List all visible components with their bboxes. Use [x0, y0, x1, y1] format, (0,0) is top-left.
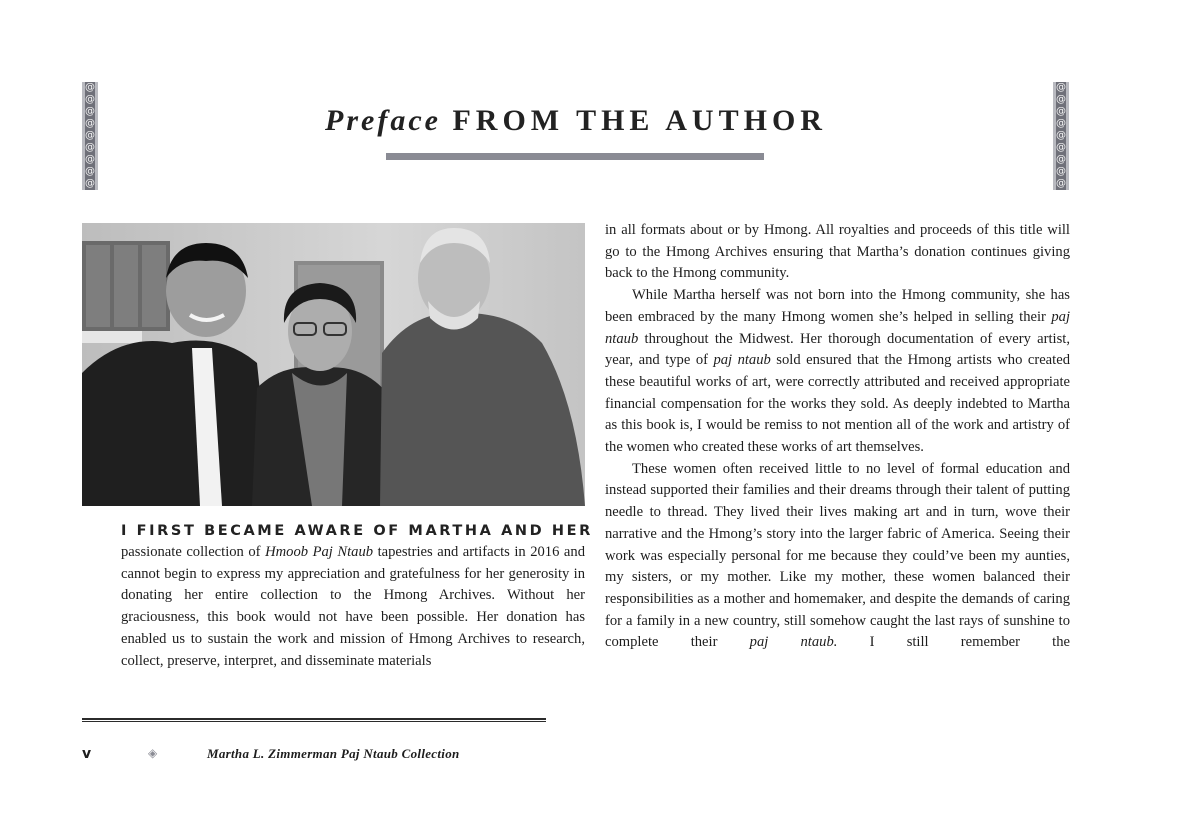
paragraph-3: [605, 459, 1070, 654]
paragraph-text: These women often received little to no level of formal education and instead supported their families and their dreams through their talent of putting needle to thread. They lived their lives making art and in turn, wove their narrative and the Hmong’s story into the larger fabric of America. Seeing their work was especially personal for me because they could’ve been my aunties, my sisters, or my mother. Like my mother, these women balanced their responsibilities as a mother and homemaker, and despite the demands of caring for a family in a new country, still somehow caught the last rays of sunshine to complete their: [605, 460, 1070, 651]
footer-rule: [82, 718, 546, 722]
spiral-ornament-icon: @: [85, 178, 95, 189]
italic-term: paj ntaub: [713, 352, 771, 369]
left-column-text: [121, 521, 593, 673]
paragraph-text: tapestries and artifacts in 2016 and cannot begin to express my appreciation and gratefulness for her generosity in donating her entire collection to the Hmong Archives. Without her graciousness, this book would not have been possible. Her donation has enabled us to sustain the work and mission of Hmong Archives to research, collect, preserve, interpret, and disseminate materials: [121, 543, 585, 669]
paragraph-text: throughout the Midwest. Her thorough documentation of every artist, year, and type of: [605, 330, 1070, 369]
spiral-ornament-icon: @: [85, 142, 95, 153]
spiral-ornament-icon: @: [1056, 130, 1066, 141]
paragraph-text: passionate collection of: [121, 543, 266, 560]
title-caps: FROM THE AUTHOR: [452, 104, 827, 137]
spiral-ornament-icon: @: [1056, 142, 1066, 153]
italic-term: Hmoob Paj Ntaub: [265, 543, 374, 560]
page-title: [0, 104, 1152, 138]
page-number: v: [82, 746, 92, 762]
spiral-ornament-icon: @: [85, 154, 95, 165]
spiral-ornament-icon: @: [1056, 118, 1066, 129]
spiral-ornament-icon: @: [1056, 178, 1066, 189]
paragraph-text: sold ensured that the Hmong artists who created these beautiful works of art, were correctly attributed and received appropriate financial compensation for the works they sold. As deeply indebted to Martha as this book is, I would be remiss to not mention all of the work and artistry of the women who created these works of art themselves.: [605, 352, 1070, 456]
spiral-ornament-icon: @: [85, 118, 95, 129]
diamond-ornament-icon: ◈: [148, 746, 158, 760]
paragraph-2: [605, 285, 1070, 459]
author-photo: [82, 223, 585, 506]
paragraph-text: I still remember the: [837, 634, 1070, 651]
italic-term: paj ntaub.: [749, 634, 838, 651]
italic-term: paj ntaub: [605, 308, 1070, 347]
title-italic: Preface: [325, 104, 441, 137]
running-footer-title: Martha L. Zimmerman Paj Ntaub Collection: [207, 746, 460, 761]
spiral-ornament-icon: @: [85, 94, 95, 105]
spiral-ornament-icon: @: [1056, 94, 1066, 105]
spiral-ornament-icon: @: [85, 106, 95, 117]
spiral-ornament-icon: @: [1056, 166, 1066, 177]
right-column-text: [605, 220, 1070, 654]
paragraph-text: While Martha herself was not born into the Hmong community, she has been embraced by the many Hmong women she’s helped in selling their: [605, 287, 1070, 325]
title-underline: [386, 153, 764, 160]
paragraph-1: in all formats about or by Hmong. All royalties and proceeds of this title will go to the Hmong Archives ensuring that Martha’s donation continues giving back to the Hmong community.: [605, 222, 1070, 282]
photo-three-people-icon: [82, 223, 585, 506]
spiral-ornament-icon: @: [1056, 154, 1066, 165]
lead-in-caps: I FIRST BECAME AWARE OF MARTHA AND HER: [121, 523, 593, 539]
spiral-ornament-icon: @: [85, 130, 95, 141]
spiral-ornament-icon: @: [1056, 82, 1066, 93]
spiral-ornament-icon: @: [1056, 106, 1066, 117]
spiral-ornament-icon: @: [85, 82, 95, 93]
spiral-ornament-icon: @: [85, 166, 95, 177]
